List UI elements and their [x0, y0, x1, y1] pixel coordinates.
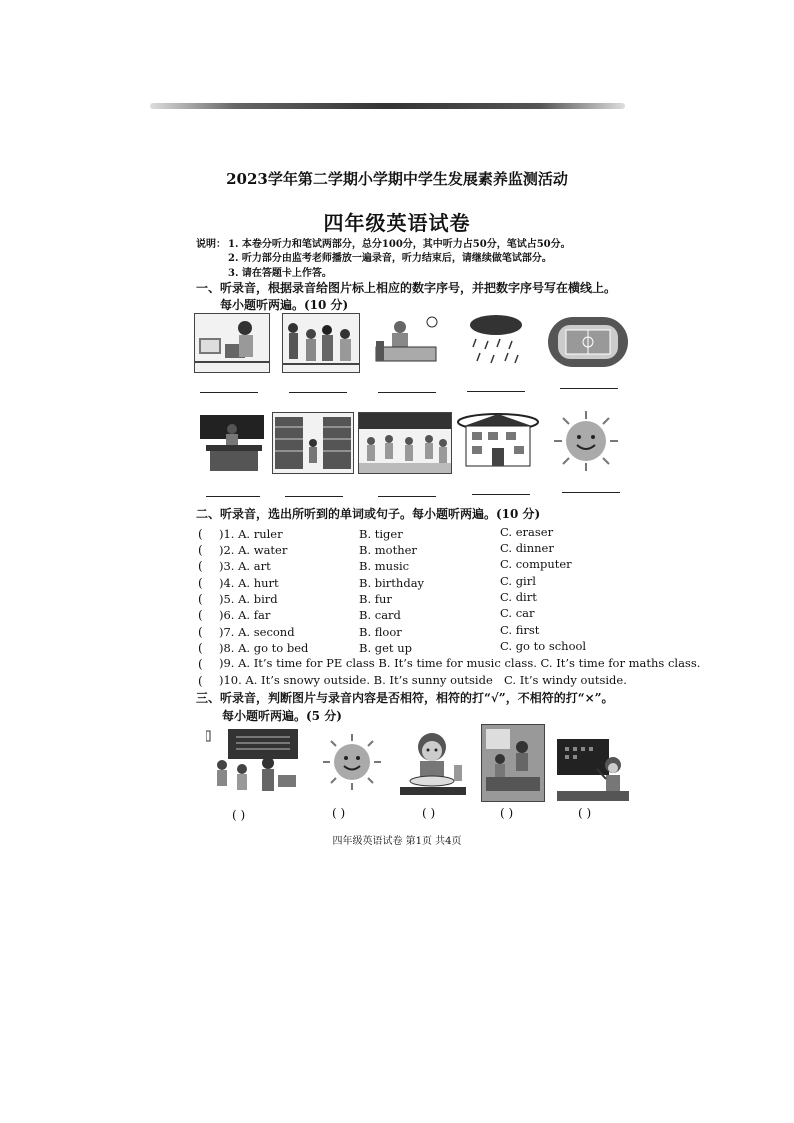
answer-line-6[interactable] — [206, 496, 260, 497]
q3-option-c: C. computer — [500, 557, 572, 571]
picture-sun-2 — [322, 733, 382, 791]
picture-teacher-podium — [200, 413, 266, 473]
q3-option-b: B. music — [359, 559, 410, 573]
section1-heading: 一、听录音，根据录音给图片标上相应的数字序号，并把数字序号写在横线上。 — [196, 281, 617, 295]
q1-option-c: C. eraser — [500, 525, 554, 539]
paren-1: ( — [198, 527, 203, 541]
q6-option-a: )6. A. far — [219, 608, 271, 622]
answer-line-8[interactable] — [378, 496, 436, 497]
answer-line-3[interactable] — [378, 392, 436, 393]
paren-4: ( — [198, 576, 203, 590]
note-3: 3. 请在答题卡上作答。 — [228, 268, 332, 279]
q8-option-b: B. get up — [359, 641, 412, 655]
page-footer: 四年级英语试卷 第1页 共4页 — [332, 836, 462, 847]
picture-family-group — [282, 313, 360, 373]
q5-option-a: )5. A. bird — [219, 592, 278, 606]
section3-answer-5[interactable]: ( ) — [578, 806, 592, 820]
q6-option-c: C. car — [500, 606, 535, 620]
paren-10: ( — [198, 674, 203, 688]
picture-bedroom — [370, 313, 446, 371]
q1-option-a: )1. A. ruler — [219, 527, 283, 541]
q4-option-a: )4. A. hurt — [219, 576, 279, 590]
exam-title: 2023学年第二学期小学期中学生发展素养监测活动 — [226, 170, 568, 188]
answer-line-7[interactable] — [285, 496, 343, 497]
section1-heading-line2: 每小题听两遍。(10 分) — [220, 298, 349, 312]
q7-option-a: )7. A. second — [219, 625, 295, 639]
paren-5: ( — [198, 592, 203, 606]
top-scan-bar — [150, 103, 625, 109]
answer-line-5[interactable] — [560, 388, 618, 389]
paren-9: ( — [198, 657, 203, 671]
q10-option-c: C. It’s windy outside. — [504, 673, 627, 687]
q4-option-b: B. birthday — [359, 576, 425, 590]
q7-option-c: C. first — [500, 623, 540, 637]
q9-line: )9. A. It’s time for PE class B. It’s time for music class. C. It’s time for maths class. — [219, 656, 701, 670]
picture-family-living-room — [481, 724, 545, 802]
q5-option-b: B. fur — [359, 592, 392, 606]
paren-3: ( — [198, 559, 203, 573]
paren-7: ( — [198, 625, 203, 639]
q10-line: )10. A. It’s snowy outside. B. It’s sunny outside — [219, 673, 493, 687]
picture-classroom-students — [358, 412, 452, 474]
paren-2: ( — [198, 543, 203, 557]
note-1: 1. 本卷分听力和笔试两部分，总分100分，其中听力占50分，笔试占50分。 — [228, 239, 571, 250]
picture-rainy — [466, 313, 526, 371]
q5-option-c: C. dirt — [500, 590, 537, 604]
q2-option-c: C. dinner — [500, 541, 554, 555]
answer-line-9[interactable] — [472, 494, 530, 495]
note-2: 2. 听力部分由监考老师播放一遍录音，听力结束后，请继续做笔试部分。 — [228, 253, 552, 264]
q4-option-c: C. girl — [500, 574, 536, 588]
q7-option-b: B. floor — [359, 625, 402, 639]
section3-answer-1[interactable]: ( ) — [232, 808, 246, 822]
picture-playground — [546, 313, 630, 371]
q2-option-b: B. mother — [359, 543, 417, 557]
section3-answer-3[interactable]: ( ) — [422, 806, 436, 820]
q1-option-b: B. tiger — [359, 527, 403, 541]
section2-heading: 二、听录音，选出所听到的单词或句子。每小题听两遍。(10 分) — [196, 507, 541, 521]
q8-option-c: C. go to school — [500, 639, 587, 653]
section3-answer-2[interactable]: ( ) — [332, 806, 346, 820]
notes-label: 说明： — [196, 239, 226, 250]
section3-heading: 三、听录音，判断图片与录音内容是否相符，相符的打“√”，不相符的打“×”。 — [196, 691, 614, 705]
paren-6: ( — [198, 608, 203, 622]
section3-answer-4[interactable]: ( ) — [500, 806, 514, 820]
exam-subtitle: 四年级英语试卷 — [323, 211, 471, 235]
picture-library — [272, 412, 354, 474]
section3-heading-line2: 每小题听两遍。(5 分) — [222, 709, 342, 723]
answer-line-1[interactable] — [200, 392, 258, 393]
paren-8: ( — [198, 641, 203, 655]
picture-school-building — [456, 412, 540, 470]
q6-option-b: B. card — [359, 608, 401, 622]
picture-girl-blackboard — [557, 737, 629, 801]
q3-option-a: )3. A. art — [219, 559, 271, 573]
picture-computer-class — [194, 313, 270, 373]
answer-line-10[interactable] — [562, 492, 620, 493]
answer-line-4[interactable] — [467, 391, 525, 392]
q2-option-a: )2. A. water — [219, 543, 288, 557]
q8-option-a: )8. A. go to bed — [219, 641, 309, 655]
picture-girl-eating — [398, 727, 468, 799]
picture-music-class — [206, 729, 302, 801]
answer-line-2[interactable] — [289, 392, 347, 393]
picture-sun-1 — [552, 409, 620, 473]
